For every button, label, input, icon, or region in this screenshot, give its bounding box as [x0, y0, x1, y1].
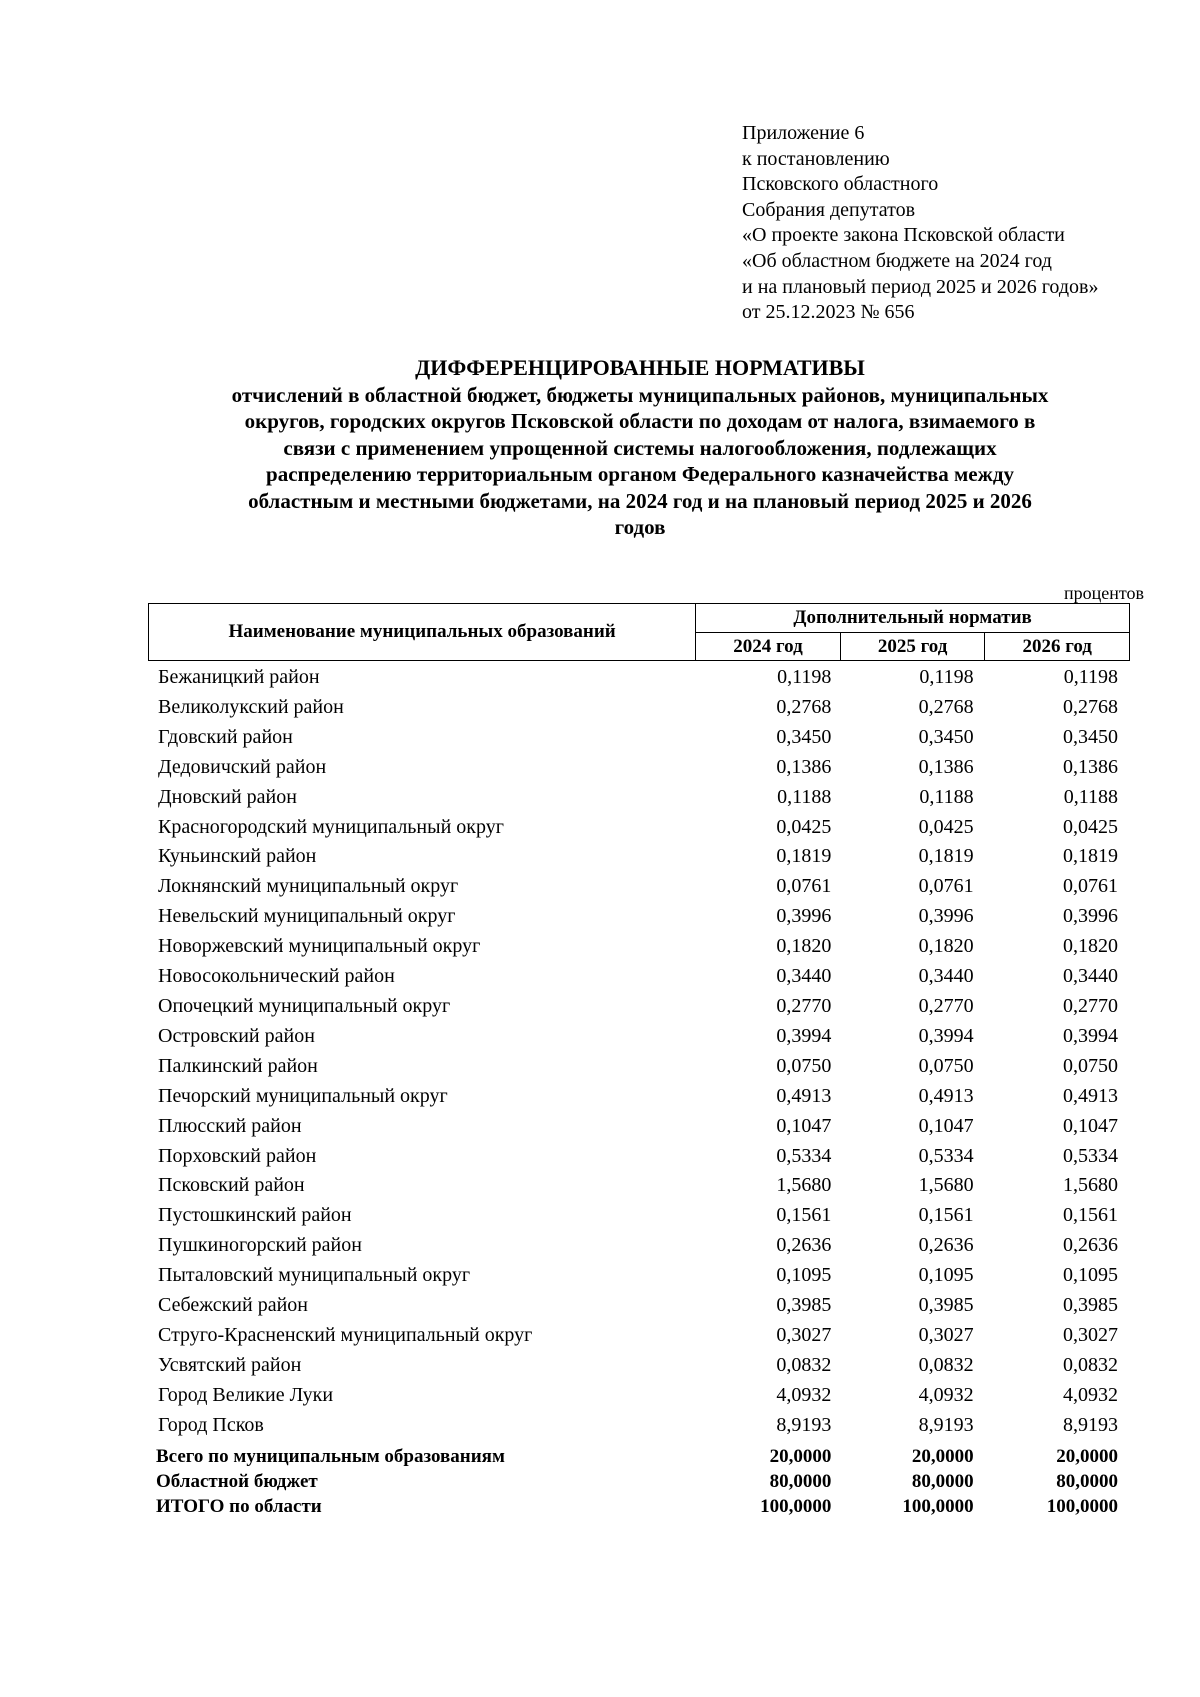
- table-row: [148, 693, 1130, 723]
- table-row: [148, 1112, 1130, 1142]
- table-row: [148, 842, 1130, 872]
- appendix-line: «Об областном бюджете на 2024 год: [742, 249, 1052, 272]
- document-title: [140, 355, 1140, 541]
- row-value-2026: 0,2768: [1063, 695, 1118, 718]
- row-value-2024: 4,0932: [776, 1383, 832, 1406]
- totals-row: [148, 1494, 1130, 1519]
- row-value-2025: 0,1188: [919, 785, 974, 808]
- table-row: [148, 932, 1130, 962]
- row-name: Пыталовский муниципальный округ: [158, 1264, 471, 1287]
- row-value-2025: 0,1820: [918, 935, 974, 958]
- row-value-2025: 0,3994: [918, 1024, 974, 1047]
- row-value-2024: 0,0750: [776, 1054, 832, 1077]
- row-value-2025: 0,3450: [918, 725, 974, 748]
- appendix-line: и на плановый период 2025 и 2026 годов»: [742, 275, 1099, 298]
- row-value-2025: 0,3440: [918, 965, 974, 988]
- table-totals: [148, 1444, 1130, 1519]
- row-value-2024: 0,3996: [776, 905, 832, 928]
- row-name: Куньинский район: [158, 845, 317, 868]
- appendix-line: Собрания депутатов: [742, 198, 916, 221]
- table-row: [148, 1381, 1130, 1411]
- header-year-2024: 2024 год: [696, 633, 841, 661]
- row-value-2026: 0,1047: [1063, 1114, 1118, 1137]
- row-value-2025: 8,9193: [918, 1413, 974, 1436]
- row-value-2025: 0,3027: [918, 1323, 974, 1346]
- appendix-line: к постановлению: [742, 147, 890, 170]
- row-value-2026: 0,3996: [1063, 905, 1118, 928]
- row-value-2025: 80,0000: [911, 1471, 974, 1492]
- table-row: [148, 1321, 1130, 1351]
- row-value-2024: 0,1198: [777, 666, 832, 688]
- row-value-2026: 0,2636: [1063, 1234, 1118, 1257]
- row-value-2024: 8,9193: [776, 1413, 832, 1436]
- totals-row: [148, 1469, 1130, 1494]
- row-value-2026: 0,5334: [1063, 1144, 1118, 1167]
- row-name: Невельский муниципальный округ: [158, 905, 456, 928]
- table-row: [148, 1351, 1130, 1381]
- header-year-2025: 2025 год: [840, 633, 985, 661]
- row-name: Гдовский район: [158, 725, 293, 748]
- row-value-2025: 0,1047: [918, 1114, 974, 1137]
- row-value-2024: 0,3440: [776, 965, 832, 988]
- table-row: [148, 1142, 1130, 1172]
- row-value-2026: 0,0425: [1063, 815, 1118, 838]
- row-value-2025: 100,0000: [902, 1496, 974, 1517]
- table-row: [148, 902, 1130, 932]
- row-value-2024: 0,1095: [776, 1264, 832, 1287]
- table-row: [148, 1231, 1130, 1261]
- table-row: [148, 1411, 1130, 1441]
- row-value-2024: 0,2770: [776, 994, 832, 1017]
- row-name: Областной бюджет: [156, 1471, 318, 1492]
- row-value-2025: 0,1386: [918, 755, 974, 778]
- row-name: Порховский район: [158, 1144, 317, 1167]
- row-name: Пустошкинский район: [158, 1204, 352, 1227]
- row-name: Псковский район: [158, 1174, 305, 1197]
- row-name: Палкинский район: [158, 1054, 318, 1077]
- title-line: распределению территориальным органом Федерального казначейства между: [266, 462, 1014, 486]
- row-name: Себежский район: [158, 1294, 308, 1317]
- row-value-2025: 4,0932: [918, 1383, 974, 1406]
- row-value-2025: 0,0750: [918, 1054, 974, 1077]
- row-value-2025: 0,3996: [918, 905, 974, 928]
- table-row: [148, 723, 1130, 753]
- title-main: ДИФФЕРЕНЦИРОВАННЫЕ НОРМАТИВЫ: [415, 355, 865, 380]
- row-value-2026: 0,1198: [1063, 666, 1118, 688]
- row-value-2026: 0,1188: [1063, 785, 1118, 808]
- table-row: [148, 1171, 1130, 1201]
- row-value-2026: 0,4913: [1063, 1084, 1118, 1107]
- row-value-2024: 0,3027: [776, 1323, 832, 1346]
- title-line: связи с применением упрощенной системы налогообложения, подлежащих: [283, 435, 997, 460]
- table-row: [148, 1082, 1130, 1112]
- row-name: Дновский район: [158, 785, 297, 808]
- row-value-2024: 20,0000: [769, 1446, 832, 1467]
- table-row: [148, 1201, 1130, 1231]
- row-value-2025: 0,4913: [918, 1084, 974, 1107]
- row-value-2024: 0,4913: [776, 1084, 832, 1107]
- row-value-2024: 1,5680: [776, 1174, 832, 1197]
- row-value-2025: 0,1561: [918, 1204, 974, 1227]
- row-value-2026: 4,0932: [1063, 1383, 1118, 1406]
- row-name: Великолукский район: [158, 695, 344, 718]
- row-value-2026: 0,3994: [1063, 1024, 1118, 1047]
- header-name: Наименование муниципальных образований: [149, 604, 696, 661]
- row-value-2025: 0,2768: [918, 695, 974, 718]
- row-value-2026: 0,2770: [1063, 994, 1118, 1017]
- row-name: Струго-Красненский муниципальный округ: [158, 1323, 533, 1346]
- row-value-2025: 0,1819: [918, 845, 974, 868]
- row-name: Красногородский муниципальный округ: [158, 815, 504, 838]
- row-name: Всего по муниципальным образованиям: [156, 1446, 505, 1467]
- row-value-2024: 0,5334: [776, 1144, 832, 1167]
- row-value-2024: 0,3994: [776, 1024, 832, 1047]
- row-value-2024: 0,0761: [776, 875, 832, 898]
- table-row: [148, 1261, 1130, 1291]
- row-name: Пушкиногорский район: [158, 1234, 362, 1257]
- appendix-note: [742, 121, 1098, 326]
- title-line: областным и местными бюджетами, на 2024 год и на плановый период 2025 и 2026: [248, 488, 1032, 513]
- table-row: [148, 663, 1130, 693]
- header-group: Дополнительный норматив: [696, 604, 1130, 633]
- table-header: [148, 603, 1130, 661]
- row-name: Новоржевский муниципальный округ: [158, 935, 481, 958]
- title-line: годов: [614, 515, 666, 539]
- row-value-2024: 0,3450: [776, 725, 832, 748]
- appendix-line: «О проекте закона Псковской области: [742, 224, 1065, 247]
- row-value-2025: 0,1095: [918, 1264, 974, 1287]
- row-value-2025: 0,1198: [919, 666, 974, 688]
- appendix-line: от 25.12.2023 № 656: [742, 301, 915, 324]
- row-name: Город Псков: [158, 1413, 264, 1436]
- row-value-2026: 20,0000: [1056, 1446, 1118, 1467]
- row-value-2026: 0,1095: [1063, 1264, 1118, 1287]
- row-value-2026: 0,0761: [1063, 875, 1118, 898]
- row-value-2024: 80,0000: [769, 1471, 832, 1492]
- table-row: [148, 1291, 1130, 1321]
- table-row: [148, 992, 1130, 1022]
- row-value-2026: 0,0750: [1063, 1054, 1118, 1077]
- row-value-2026: 0,1386: [1063, 755, 1118, 778]
- row-name: ИТОГО по области: [156, 1496, 322, 1517]
- row-value-2024: 0,0832: [776, 1353, 832, 1376]
- row-value-2025: 1,5680: [918, 1174, 974, 1197]
- row-value-2025: 0,0761: [918, 875, 974, 898]
- row-value-2026: 80,0000: [1056, 1471, 1118, 1492]
- row-value-2024: 0,1820: [776, 935, 832, 958]
- row-value-2026: 8,9193: [1063, 1413, 1118, 1436]
- row-value-2024: 0,1188: [777, 785, 832, 808]
- row-value-2024: 100,0000: [760, 1496, 832, 1517]
- table-row: [148, 1022, 1130, 1052]
- title-line: отчислений в областной бюджет, бюджеты муниципальных районов, муниципальных: [231, 382, 1049, 407]
- row-value-2026: 0,3440: [1063, 965, 1118, 988]
- row-name: Бежаницкий район: [158, 666, 320, 688]
- table-row: [148, 1052, 1130, 1082]
- row-value-2025: 20,0000: [911, 1446, 974, 1467]
- row-value-2024: 0,1819: [776, 845, 832, 868]
- row-value-2026: 0,3027: [1063, 1323, 1118, 1346]
- row-name: Город Великие Луки: [158, 1383, 334, 1406]
- table-row: [148, 783, 1130, 813]
- appendix-line: Приложение 6: [742, 122, 865, 144]
- row-name: Опочецкий муниципальный округ: [158, 994, 451, 1017]
- row-value-2026: 0,3985: [1063, 1294, 1118, 1317]
- row-value-2024: 0,1047: [776, 1114, 832, 1137]
- table-row: [148, 962, 1130, 992]
- row-value-2025: 0,0425: [918, 815, 974, 838]
- table-body: [148, 663, 1130, 1441]
- row-name: Островский район: [158, 1024, 315, 1047]
- row-name: Новосокольнический район: [158, 965, 395, 988]
- row-value-2026: 1,5680: [1063, 1174, 1118, 1197]
- row-value-2024: 0,3985: [776, 1294, 832, 1317]
- units-label: процентов: [1063, 583, 1144, 603]
- row-value-2026: 0,0832: [1063, 1353, 1118, 1376]
- table-row: [148, 753, 1130, 783]
- row-value-2024: 0,1561: [776, 1204, 832, 1227]
- totals-row: [148, 1444, 1130, 1469]
- row-value-2025: 0,0832: [918, 1353, 974, 1376]
- row-name: Дедовичский район: [158, 755, 327, 778]
- table-row: [148, 813, 1130, 843]
- row-name: Печорский муниципальный округ: [158, 1084, 448, 1107]
- row-value-2025: 0,2636: [918, 1234, 974, 1257]
- row-value-2024: 0,2636: [776, 1234, 832, 1257]
- row-value-2026: 0,1819: [1063, 845, 1118, 868]
- header-year-2026: 2026 год: [985, 633, 1130, 661]
- row-value-2026: 0,3450: [1063, 725, 1118, 748]
- row-value-2026: 100,0000: [1046, 1496, 1118, 1517]
- table-row: [148, 872, 1130, 902]
- row-value-2024: 0,2768: [776, 695, 832, 718]
- row-value-2026: 0,1820: [1063, 935, 1118, 958]
- row-name: Локнянский муниципальный округ: [158, 875, 459, 898]
- row-value-2025: 0,5334: [918, 1144, 974, 1167]
- row-value-2024: 0,0425: [776, 815, 832, 838]
- row-name: Усвятский район: [158, 1353, 302, 1376]
- appendix-line: Псковского областного: [742, 173, 939, 196]
- row-name: Плюсский район: [158, 1114, 302, 1137]
- row-value-2024: 0,1386: [776, 755, 832, 778]
- title-line: округов, городских округов Псковской области по доходам от налога, взимаемого в: [244, 409, 1036, 433]
- row-value-2025: 0,3985: [918, 1294, 974, 1317]
- row-value-2026: 0,1561: [1063, 1204, 1118, 1227]
- row-value-2025: 0,2770: [918, 994, 974, 1017]
